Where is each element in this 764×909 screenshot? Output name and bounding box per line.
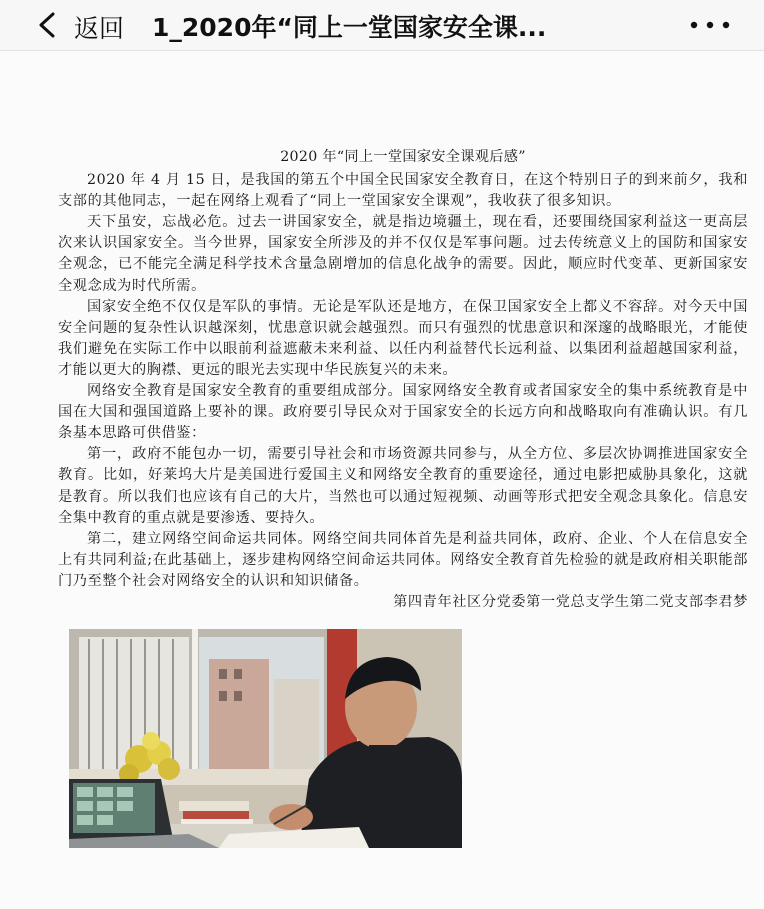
document-title: 2020 年“同上一堂国家安全课观后感” xyxy=(280,149,526,165)
document-viewer[interactable] xyxy=(0,51,764,909)
page-title: 1_2020年“同上一堂国家安全课... xyxy=(152,13,547,42)
paragraph: 2020 年 4 月 15 日，是我国的第五个中国全民国家安全教育日，在这个特别日子的到来前夕，我和支部的其他同志，一起在网络上观看了“同上一堂国家安全课观”，我收获了很多知识。 xyxy=(58,172,748,210)
signature: 第四青年社区分党委第一党总支学生第二党支部李君梦 xyxy=(393,593,748,610)
paragraph: 第二，建立网络空间命运共同体。网络空间共同体首先是利益共同体，政府、企业、个人在信息安全上有共同利益;在此基础上，逐步建构网络空间命运共同体。网络安全教育首先检验的就是政府相关职能部门乃至整个社会对网络安全的认识和知识储备。 xyxy=(58,530,748,589)
paragraph: 网络安全教育是国家安全教育的重要组成部分。国家网络安全教育或者国家安全的集中系统教育是中国在大国和强国道路上要补的课。政府要引导民众对于国家安全的长远方向和战略取向有准确认识。有几条基本思路可供借鉴： xyxy=(58,383,748,442)
paragraph: 第一，政府不能包办一切，需要引导社会和市场资源共同参与，从全方位、多层次协调推进国家安全教育。比如，好莱坞大片是美国进行爱国主义和网络安全教育的重要途径，通过电影把威胁具象化，这就是教育。所以我们也应该有自己的大片，当然也可以通过短视频、动画等形式把安全观念具象化。信息安全集中教育的重点就是要渗透、要持久。 xyxy=(58,446,748,526)
more-options-icon[interactable] xyxy=(688,14,732,36)
document-body xyxy=(58,147,748,613)
top-navigation-bar xyxy=(0,0,764,51)
photo-illustration xyxy=(69,629,462,848)
student-watching-laptop-photo xyxy=(69,629,462,848)
paragraph: 国家安全绝不仅仅是军队的事情。无论是军队还是地方，在保卫国家安全上都义不容辞。对今天中国安全问题的复杂性认识越深刻，忧患意识就会越强烈。而只有强烈的忧患意识和深邃的战略眼光，才能使我们避免在实际工作中以眼前利益遮蔽未来利益、以任内利益替代长远利益、以集团利益超越国家利益，才能以更大的胸襟、更远的眼光去实现中华民族复兴的未来。 xyxy=(58,298,748,378)
chevron-left-icon[interactable] xyxy=(34,11,62,39)
back-button[interactable]: 返回 xyxy=(74,14,125,43)
paragraph: 天下虽安，忘战必危。过去一讲国家安全，就是指边境疆土，现在看，还要围绕国家利益这一更高层次来认识国家安全。当今世界，国家安全所涉及的并不仅仅是军事问题。过去传统意义上的国防和国家安全观念，已不能完全满足科学技术含量急剧增加的信息化战争的需要。因此，顺应时代变革、更新国家安全观念成为时代所需。 xyxy=(58,214,748,294)
